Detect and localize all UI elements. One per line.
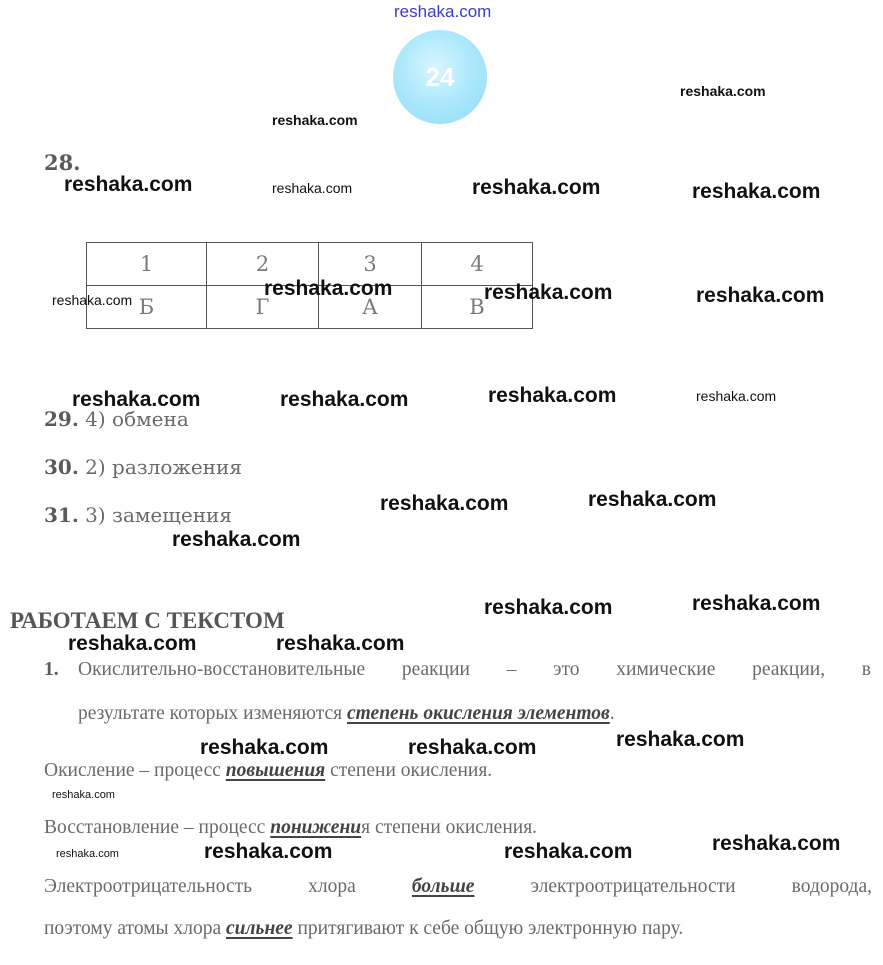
task-31 (44, 503, 232, 527)
table-header-cell: 4 (422, 243, 533, 286)
table-answer-cell: Б (87, 286, 207, 329)
electronegativity-text: Электроотрицательность хлора (44, 876, 412, 897)
electronegativity-line-1 (44, 876, 872, 898)
table-header-cell: 2 (207, 243, 319, 286)
page-number-badge (393, 30, 487, 124)
table-answer-cell: Г (207, 286, 319, 329)
table-header-cell: 1 (87, 243, 207, 286)
task-28-number: 28. (44, 150, 81, 175)
table-header-cell: 3 (319, 243, 422, 286)
watermark: reshaka.com (484, 281, 613, 304)
reduction-text: Восстановление – процесс (44, 817, 271, 838)
fill-answer-oxidation-state: степень окисления элементов (346, 703, 610, 724)
watermark: reshaka.com (72, 388, 201, 411)
watermark: reshaka.com (696, 284, 825, 307)
page-number: 24 (425, 61, 455, 92)
watermark: reshaka.com (52, 789, 115, 801)
watermark: reshaka.com (272, 180, 353, 196)
item-1-number: 1. (44, 659, 59, 680)
watermark: reshaka.com (484, 596, 613, 619)
item-1-line-2 (78, 703, 615, 725)
watermark: reshaka.com (616, 728, 745, 751)
watermark: reshaka.com (52, 292, 133, 308)
watermark: reshaka.com (64, 173, 193, 196)
watermark: reshaka.com (272, 112, 358, 128)
watermark: reshaka.com (504, 840, 633, 863)
task-29-answer: 4) обмена (85, 407, 189, 431)
electronegativity-text-2-end: притягивают к себе общую электронную пару. (292, 918, 684, 939)
watermark: reshaka.com (204, 840, 333, 863)
watermark: reshaka.com (696, 388, 777, 404)
fill-answer-greater: больше (411, 876, 475, 897)
table-answer-cell: В (422, 286, 533, 329)
watermark: reshaka.com (200, 736, 329, 759)
watermark: reshaka.com (408, 736, 537, 759)
task-30-answer: 2) разложения (85, 455, 242, 479)
watermark: reshaka.com (712, 832, 841, 855)
watermark: reshaka.com (692, 180, 821, 203)
electronegativity-text-end: электроотрицательности водорода, (474, 876, 872, 897)
electronegativity-line-2 (44, 918, 683, 940)
task-31-number: 31. (44, 503, 79, 527)
table-answer-cell: А (319, 286, 422, 329)
item-1-period: . (609, 703, 615, 724)
watermark: reshaka.com (172, 528, 301, 551)
task-29-number: 29. (44, 407, 79, 431)
item-1-text: результате которых изменяются (78, 703, 347, 724)
oxidation-text-end: степени окисления. (325, 760, 493, 781)
fill-answer-stronger: сильнее (226, 918, 293, 939)
oxidation-line (44, 760, 492, 782)
reduction-text-end: я степени окисления. (361, 817, 538, 838)
watermark: reshaka.com (68, 632, 197, 655)
watermark: reshaka.com (488, 384, 617, 407)
task-30 (44, 455, 242, 479)
watermark: reshaka.com (680, 83, 766, 99)
electronegativity-text-2: поэтому атомы хлора (44, 918, 227, 939)
oxidation-text: Окисление – процесс (44, 760, 226, 781)
watermark: reshaka.com (56, 848, 119, 860)
fill-answer-decrease: понижени (270, 817, 362, 838)
task-30-number: 30. (44, 455, 79, 479)
watermark: reshaka.com (380, 492, 509, 515)
watermark: reshaka.com (276, 632, 405, 655)
watermark: reshaka.com (280, 388, 409, 411)
watermark: reshaka.com (472, 176, 601, 199)
fill-answer-increase: повышения (225, 760, 326, 781)
watermark: reshaka.com (692, 592, 821, 615)
task-31-answer: 3) замещения (85, 503, 232, 527)
watermark: reshaka.com (588, 488, 717, 511)
watermark: reshaka.com (264, 277, 393, 300)
reduction-line (44, 817, 537, 839)
item-1-line-1: Окислительно-восстановительные реакции – это химические реакции, в (78, 659, 871, 680)
site-header-link[interactable]: reshaka.com (394, 2, 492, 21)
section-title: РАБОТАЕМ С ТЕКСТОМ (10, 608, 285, 633)
